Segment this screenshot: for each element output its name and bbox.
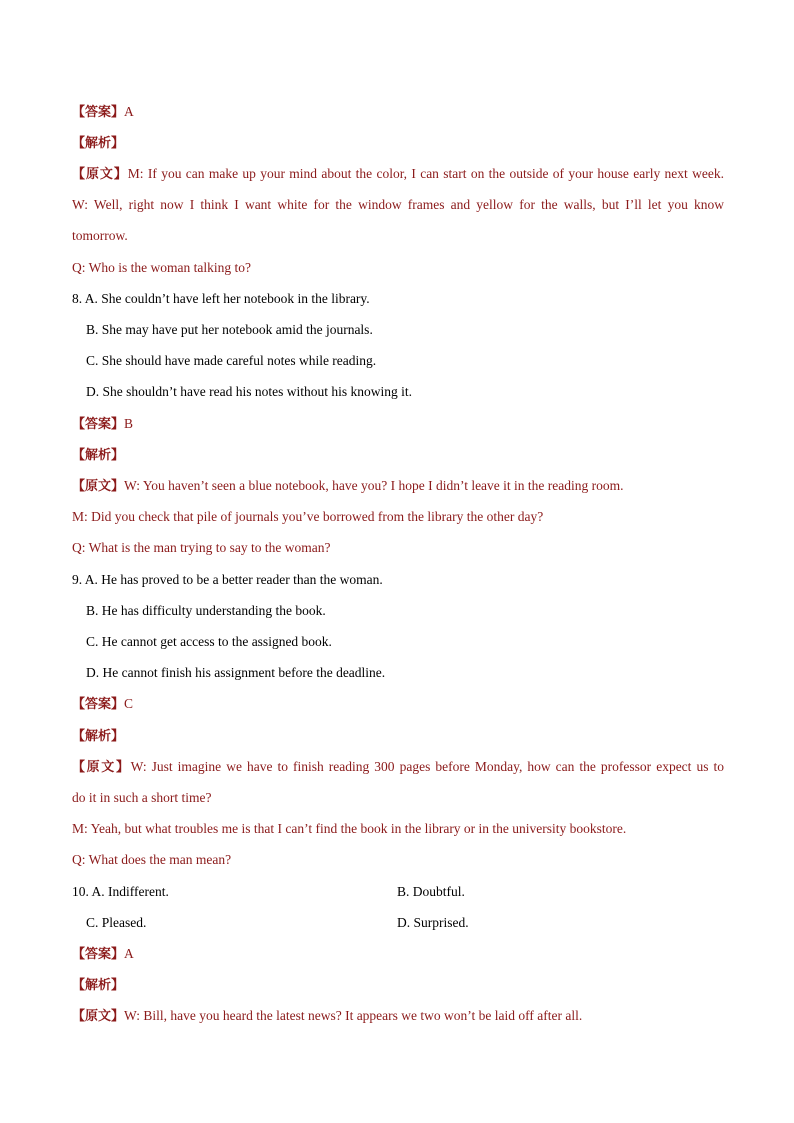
question-text: Q: What does the man mean? bbox=[72, 852, 232, 867]
option-a: 8. A. She couldn’t have left her notebook in the library. bbox=[72, 291, 370, 306]
analysis-label: 【解析】 bbox=[72, 978, 125, 993]
option-a: 9. A. He has proved to be a better reader than the woman. bbox=[72, 572, 383, 587]
transcript-text: do it in such a short time? bbox=[72, 790, 212, 805]
transcript-text: M: Did you check that pile of journals you’ve borrowed from the library the other day? bbox=[72, 509, 544, 524]
transcript-text: W: Well, right now I think I want white for the window frames and yellow for the walls, but I’ll let you know bbox=[72, 197, 724, 212]
transcript-text: W: You haven’t seen a blue notebook, have you? I hope I didn’t leave it in the reading room. bbox=[124, 478, 624, 493]
option-b: B. Doubtful. bbox=[397, 884, 465, 899]
original-label: 【原文】 bbox=[72, 479, 125, 494]
option-c: C. She should have made careful notes while reading. bbox=[86, 353, 377, 368]
analysis-label: 【解析】 bbox=[72, 729, 125, 744]
original-label: 【原文】 bbox=[72, 760, 131, 775]
original-line-q9 bbox=[72, 758, 724, 777]
answer-value: A bbox=[124, 104, 134, 119]
answer-value: B bbox=[124, 416, 134, 431]
option-c: C. He cannot get access to the assigned book. bbox=[86, 634, 332, 649]
option-a: 10. A. Indifferent. bbox=[72, 884, 169, 899]
answer-value: A bbox=[124, 946, 134, 961]
answer-line-q8 bbox=[72, 415, 133, 434]
option-d: D. She shouldn’t have read his notes without his knowing it. bbox=[86, 384, 412, 399]
answer-line-q10 bbox=[72, 945, 134, 964]
question-text: Q: Who is the woman talking to? bbox=[72, 260, 251, 275]
original-line-q10 bbox=[72, 1007, 582, 1026]
answer-line-q7 bbox=[72, 103, 134, 122]
answer-label: 【答案】 bbox=[72, 105, 125, 120]
option-d: D. He cannot finish his assignment before the deadline. bbox=[86, 665, 386, 680]
original-label: 【原文】 bbox=[72, 1009, 125, 1024]
option-b: B. He has difficulty understanding the book. bbox=[86, 603, 326, 618]
transcript-text: W: Just imagine we have to finish reading 300 pages before Monday, how can the professor expect us to bbox=[130, 759, 724, 774]
transcript-text: tomorrow. bbox=[72, 228, 128, 243]
analysis-label: 【解析】 bbox=[72, 136, 125, 151]
option-c: C. Pleased. bbox=[86, 915, 147, 930]
option-b: B. She may have put her notebook amid the journals. bbox=[86, 322, 373, 337]
analysis-line-q8 bbox=[72, 446, 124, 465]
analysis-line-q10 bbox=[72, 976, 124, 995]
analysis-line-q7 bbox=[72, 134, 124, 153]
transcript-text: M: If you can make up your mind about the color, I can start on the outside of your house early next week. bbox=[127, 166, 724, 181]
answer-value: C bbox=[124, 696, 134, 711]
analysis-label: 【解析】 bbox=[72, 448, 125, 463]
option-d: D. Surprised. bbox=[397, 915, 469, 930]
answer-label: 【答案】 bbox=[72, 417, 125, 432]
answer-label: 【答案】 bbox=[72, 697, 125, 712]
answer-label: 【答案】 bbox=[72, 947, 125, 962]
original-line-q7 bbox=[72, 165, 724, 184]
original-line-q8 bbox=[72, 477, 624, 496]
question-text: Q: What is the man trying to say to the woman? bbox=[72, 540, 331, 555]
transcript-text: M: Yeah, but what troubles me is that I can’t find the book in the library or in the university bookstore. bbox=[72, 821, 627, 836]
transcript-text: W: Bill, have you heard the latest news? It appears we two won’t be laid off after all. bbox=[124, 1008, 583, 1023]
answer-line-q9 bbox=[72, 695, 133, 714]
analysis-line-q9 bbox=[72, 727, 124, 746]
original-label: 【原文】 bbox=[72, 167, 128, 182]
